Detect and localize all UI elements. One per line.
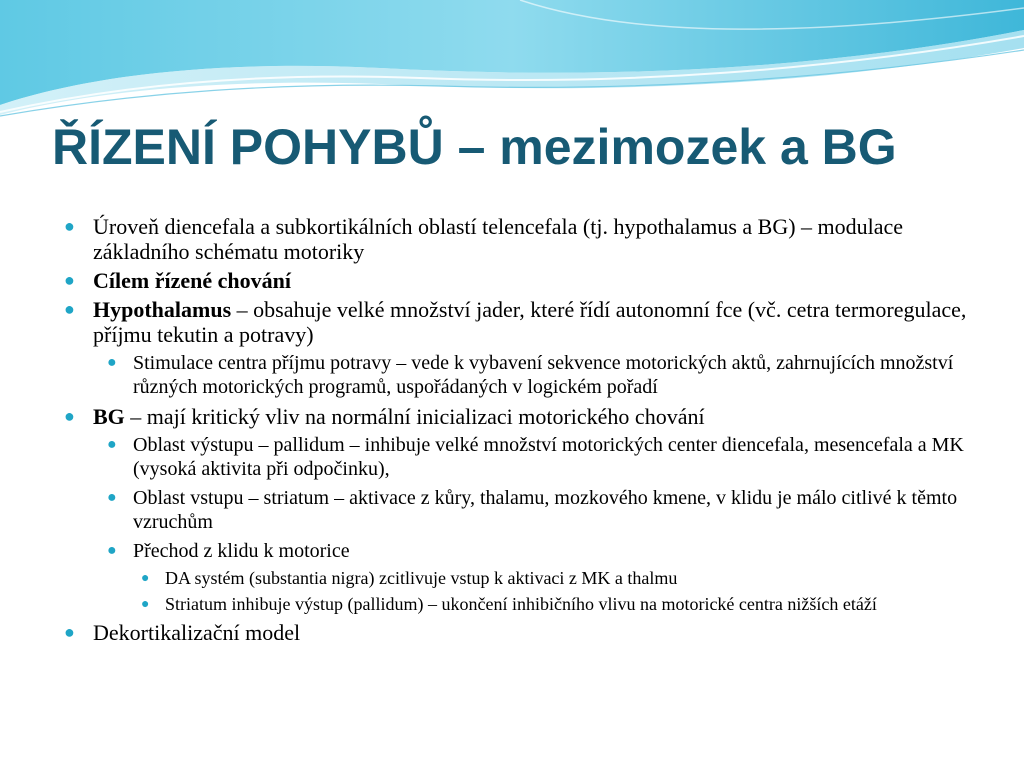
header-wave-decoration xyxy=(0,0,1024,120)
bullet-text: Oblast výstupu – pallidum – inhibuje velké množství motorických center diencefala, mesencefala a MK (vysoká aktivita při odpočinku), xyxy=(133,434,964,480)
bullet-item-level2 xyxy=(0,351,973,399)
bullet-text: Striatum inhibuje výstup (pallidum) – ukončení inhibičního vlivu na motorické centra nižších etáží xyxy=(165,594,877,614)
bullet-text: Přechod z klidu k motorice xyxy=(133,540,350,562)
bullet-bold-text: Hypothalamus xyxy=(93,297,232,322)
bullet-icon: ● xyxy=(107,489,117,506)
bullet-item-level1 xyxy=(0,620,973,645)
bullet-icon: ● xyxy=(107,542,117,559)
bullet-item-level1 xyxy=(0,297,973,347)
bullet-icon: ● xyxy=(107,354,117,371)
bullet-icon: ● xyxy=(64,216,75,236)
bullet-icon: ● xyxy=(64,299,75,319)
bullet-icon: ● xyxy=(141,597,150,612)
bullet-item-level2 xyxy=(0,433,973,481)
bullet-text: – obsahuje velké množství jader, které řídí autonomní fce (vč. cetra termoregulace, příjmu tekutin a potravy) xyxy=(93,297,967,347)
bullet-text: Úroveň diencefala a subkortikálních oblastí telencefala (tj. hypothalamus a BG) – modulace základního schématu motoriky xyxy=(93,214,904,264)
bullet-item-level2 xyxy=(0,486,973,534)
bullet-icon: ● xyxy=(64,622,75,642)
slide-content xyxy=(0,214,1024,649)
slide-title: ŘÍZENÍ POHYBŮ – mezimozek a BG xyxy=(52,119,897,175)
bullet-text: DA systém (substantia nigra) zcitlivuje vstup k aktivaci z MK a thalmu xyxy=(165,568,678,588)
bullet-text: – mají kritický vliv na normální inicializaci motorického chování xyxy=(124,404,705,429)
bullet-icon: ● xyxy=(107,436,117,453)
bullet-icon: ● xyxy=(64,270,75,290)
bullet-item-level3 xyxy=(0,594,970,615)
bullet-text: Oblast vstupu – striatum – aktivace z kůry, thalamu, mozkového kmene, v klidu je málo citlivé k těmto vzruchům xyxy=(133,487,958,533)
bullet-item-level1 xyxy=(0,214,973,264)
bullet-bold-text: Cílem řízené chování xyxy=(93,268,291,293)
bullet-icon: ● xyxy=(141,571,150,586)
bullet-icon: ● xyxy=(64,406,75,426)
bullet-item-level1 xyxy=(0,404,973,429)
bullet-text: Dekortikalizační model xyxy=(93,620,301,645)
bullet-text: Stimulace centra příjmu potravy – vede k vybavení sekvence motorických aktů, zahrnujících množství různých motorických programů, uspořádaných v logickém pořadí xyxy=(133,352,954,398)
bullet-bold-text: BG xyxy=(93,404,125,429)
bullet-item-level2 xyxy=(0,539,973,563)
bullet-item-level1 xyxy=(0,268,973,293)
bullet-item-level3 xyxy=(0,568,970,589)
